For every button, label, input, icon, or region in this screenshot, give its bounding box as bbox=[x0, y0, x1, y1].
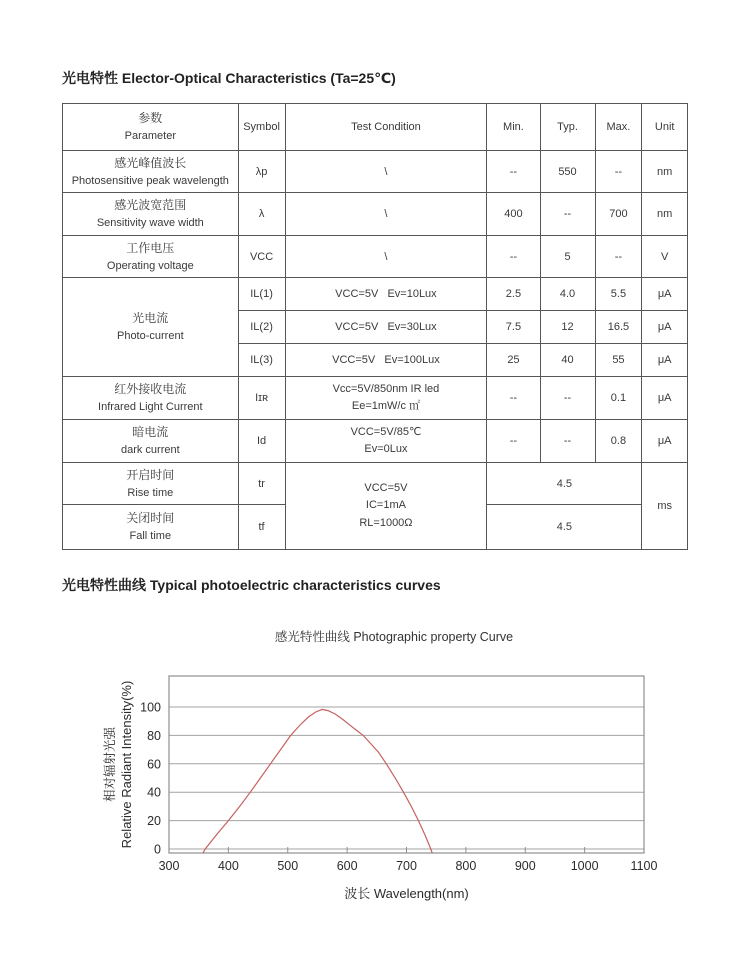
min-cell: 2.5 bbox=[487, 278, 540, 311]
row-peak-wavelength bbox=[63, 151, 688, 193]
param-en: dark current bbox=[120, 444, 180, 457]
unit-cell: μA bbox=[642, 420, 688, 463]
param-cell bbox=[63, 236, 239, 278]
condition-line-2: Ev=0Lux bbox=[364, 443, 408, 455]
x-tick-label: 700 bbox=[396, 859, 417, 873]
param-cell bbox=[63, 377, 239, 420]
symbol-cell: tr bbox=[238, 463, 285, 505]
min-cell: -- bbox=[487, 151, 540, 193]
x-axis-title: 波长 Wavelength(nm) bbox=[344, 886, 469, 901]
typ-cell: 12 bbox=[540, 311, 595, 344]
param-en: Fall time bbox=[129, 530, 172, 543]
param-en: Photosensitive peak wavelength bbox=[71, 174, 229, 187]
condition-cell bbox=[285, 377, 487, 420]
max-cell: 55 bbox=[595, 344, 642, 377]
symbol-cell: λ bbox=[238, 193, 285, 236]
y-tick-label: 60 bbox=[147, 757, 161, 772]
condition-cell-switching bbox=[285, 463, 487, 550]
min-cell: -- bbox=[487, 377, 540, 420]
x-tick-label: 1100 bbox=[630, 859, 658, 873]
header-test-condition: Test Condition bbox=[285, 104, 487, 151]
header-unit: Unit bbox=[642, 104, 688, 151]
param-cn: 感光峰值波长 bbox=[114, 155, 187, 170]
typ-cell: -- bbox=[540, 193, 595, 236]
param-en: Operating voltage bbox=[106, 259, 194, 272]
condition-cell: \ bbox=[285, 236, 487, 278]
x-tick-label: 500 bbox=[277, 859, 299, 873]
condition-cell: VCC=5V Ev=10Lux bbox=[285, 278, 487, 311]
response-curve bbox=[201, 709, 434, 857]
param-cell bbox=[63, 420, 239, 463]
row-sensitivity-range bbox=[63, 193, 688, 236]
y-tick-label: 0 bbox=[154, 842, 161, 857]
condition-cell: VCC=5V Ev=30Lux bbox=[285, 311, 487, 344]
param-cn: 红外接收电流 bbox=[114, 382, 187, 397]
condition-line-1: VCC=5V/85℃ bbox=[350, 425, 422, 438]
symbol-cell: IL(2) bbox=[238, 311, 285, 344]
min-cell: 25 bbox=[487, 344, 540, 377]
y-tick-label: 20 bbox=[147, 814, 161, 829]
max-cell: 5.5 bbox=[595, 278, 642, 311]
y-tick-label: 100 bbox=[140, 700, 161, 715]
plot-frame bbox=[169, 676, 644, 853]
typ-cell: -- bbox=[540, 377, 595, 420]
condition-cell: VCC=5V Ev=100Lux bbox=[285, 344, 487, 377]
min-cell: 7.5 bbox=[487, 311, 540, 344]
unit-cell: nm bbox=[642, 193, 688, 236]
y-tick-label: 80 bbox=[147, 728, 161, 743]
header-parameter-cn: 参数 bbox=[138, 111, 163, 126]
row-photo-current-il1 bbox=[63, 278, 688, 311]
y-tick-label: 40 bbox=[147, 785, 161, 800]
y-axis-title-en: Relative Radiant Intensity(%) bbox=[119, 680, 134, 849]
value-cell-fall: 4.5 bbox=[487, 505, 642, 550]
param-cell bbox=[63, 151, 239, 193]
symbol-cell: tf bbox=[238, 505, 285, 550]
param-cn: 感光波宽范围 bbox=[114, 198, 187, 213]
x-tick-label: 800 bbox=[455, 859, 477, 873]
param-en: Photo-current bbox=[116, 330, 184, 343]
unit-cell: μA bbox=[642, 377, 688, 420]
electro-optical-characteristics-table bbox=[62, 103, 688, 550]
header-parameter-en: Parameter bbox=[124, 130, 176, 143]
unit-cell: μA bbox=[642, 311, 688, 344]
header-parameter bbox=[63, 104, 239, 151]
param-cn: 开启时间 bbox=[126, 467, 175, 482]
condition-line-2: IC=1mA bbox=[365, 499, 406, 512]
typ-cell: -- bbox=[540, 420, 595, 463]
condition-line-1: Vcc=5V/850nm IR led bbox=[332, 382, 440, 395]
unit-cell: V bbox=[642, 236, 688, 278]
typ-cell: 40 bbox=[540, 344, 595, 377]
y-axis-title-cn: 相对辐射光强 bbox=[103, 726, 117, 803]
symbol-cell: Iɪʀ bbox=[238, 377, 285, 420]
unit-cell: μA bbox=[642, 344, 688, 377]
min-cell: -- bbox=[487, 420, 540, 463]
condition-line-3: RL=1000Ω bbox=[359, 516, 413, 529]
param-en: Rise time bbox=[127, 486, 174, 499]
typ-cell: 4.0 bbox=[540, 278, 595, 311]
unit-cell: μA bbox=[642, 278, 688, 311]
symbol-cell: Id bbox=[238, 420, 285, 463]
section-title-characteristic-curves: 光电特性曲线 Typical photoelectric characteristics curves bbox=[62, 577, 441, 593]
condition-cell: \ bbox=[285, 151, 487, 193]
param-cell bbox=[63, 505, 239, 550]
symbol-cell: λp bbox=[238, 151, 285, 193]
x-tick-label: 600 bbox=[336, 859, 358, 873]
condition-line-1: VCC=5V bbox=[364, 482, 408, 495]
unit-cell: nm bbox=[642, 151, 688, 193]
typ-cell: 550 bbox=[540, 151, 595, 193]
row-infrared-current bbox=[63, 377, 688, 420]
symbol-cell: VCC bbox=[238, 236, 285, 278]
param-cn: 工作电压 bbox=[126, 240, 175, 255]
table-header-row bbox=[63, 104, 688, 151]
row-dark-current bbox=[63, 420, 688, 463]
x-tick-label: 400 bbox=[217, 859, 239, 873]
param-en: Infrared Light Current bbox=[98, 401, 203, 414]
condition-cell: \ bbox=[285, 193, 487, 236]
header-typ: Typ. bbox=[540, 104, 595, 151]
max-cell: -- bbox=[595, 151, 642, 193]
header-symbol: Symbol bbox=[238, 104, 285, 151]
param-cell bbox=[63, 463, 239, 505]
param-cn: 关闭时间 bbox=[126, 511, 175, 526]
header-min: Min. bbox=[487, 104, 540, 151]
symbol-cell: IL(3) bbox=[238, 344, 285, 377]
condition-cell bbox=[285, 420, 487, 463]
spectral-response-plot bbox=[94, 658, 694, 910]
param-cell-photo-current bbox=[63, 278, 239, 377]
min-cell: -- bbox=[487, 236, 540, 278]
max-cell: 0.8 bbox=[595, 420, 642, 463]
value-cell-rise: 4.5 bbox=[487, 463, 642, 505]
param-cell bbox=[63, 193, 239, 236]
chart-title: 感光特性曲线 Photographic property Curve bbox=[274, 630, 514, 644]
x-tick-label: 900 bbox=[514, 859, 536, 873]
symbol-cell: IL(1) bbox=[238, 278, 285, 311]
max-cell: 0.1 bbox=[595, 377, 642, 420]
header-max: Max. bbox=[595, 104, 642, 151]
x-tick-label: 300 bbox=[158, 859, 180, 873]
condition-line-2: Ee=1mW/c ㎡ bbox=[351, 400, 421, 412]
max-cell: 700 bbox=[595, 193, 642, 236]
param-cn: 暗电流 bbox=[132, 425, 169, 440]
row-rise-time bbox=[63, 463, 688, 505]
row-operating-voltage bbox=[63, 236, 688, 278]
unit-cell-time: ms bbox=[642, 463, 688, 550]
typ-cell: 5 bbox=[540, 236, 595, 278]
section-title-electro-optical: 光电特性 Elector-Optical Characteristics (Ta=25℃) bbox=[62, 70, 396, 86]
param-en: Sensitivity wave width bbox=[96, 217, 204, 230]
param-cn: 光电流 bbox=[132, 311, 169, 326]
max-cell: -- bbox=[595, 236, 642, 278]
spectral-response-chart bbox=[94, 658, 694, 910]
min-cell: 400 bbox=[487, 193, 540, 236]
max-cell: 16.5 bbox=[595, 311, 642, 344]
x-tick-label: 1000 bbox=[570, 859, 599, 873]
